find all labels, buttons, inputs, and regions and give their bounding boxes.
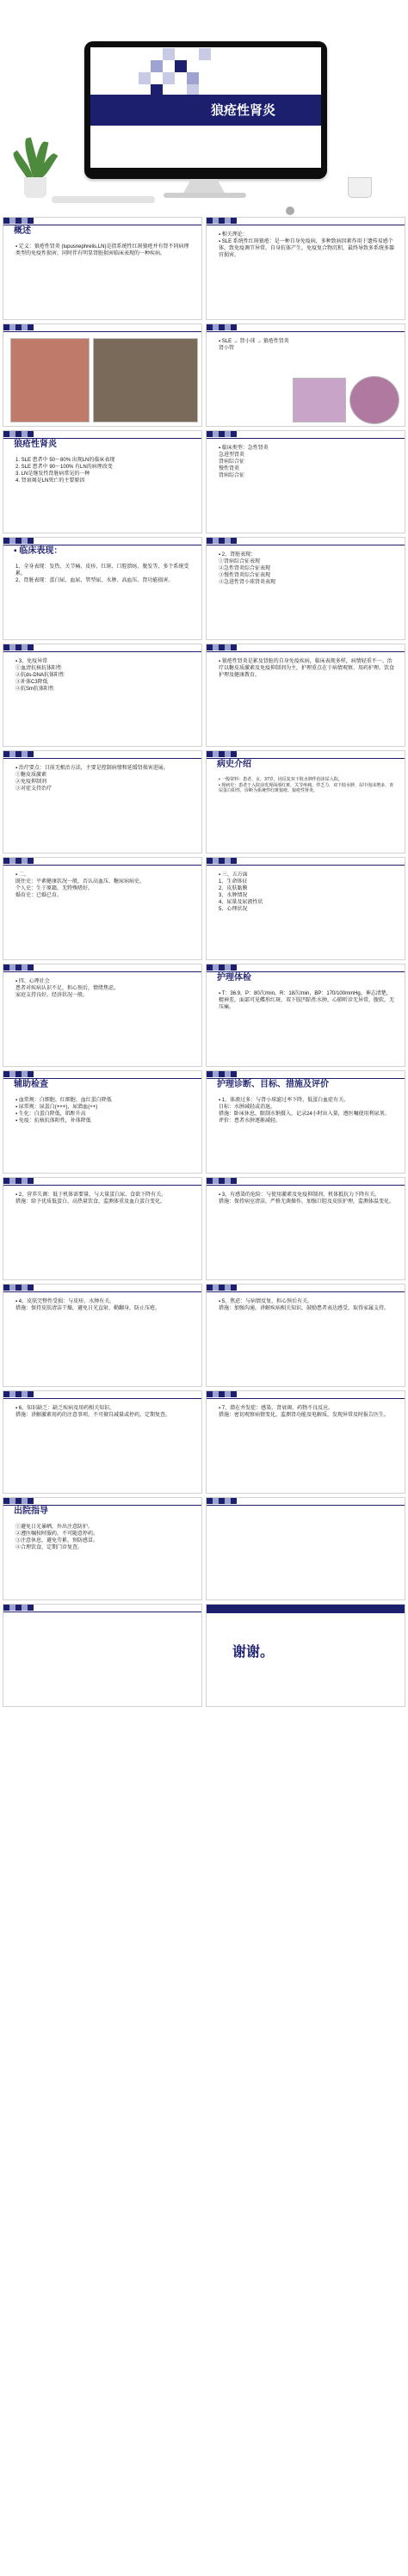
slide-row (0, 1070, 408, 1177)
slide-title: ▪ 临床表现： (14, 546, 63, 556)
slide-divider (3, 1078, 201, 1079)
slide-header-decoration (3, 218, 201, 224)
slide-divider (207, 331, 405, 332)
slide-header-decoration (207, 218, 405, 224)
plant-pot (24, 177, 46, 198)
slide-row (0, 430, 408, 537)
slide-row (0, 537, 408, 644)
slide-header-decoration (3, 324, 201, 330)
slide-divider (3, 331, 201, 332)
slide-2 (206, 217, 405, 320)
slide-body: ▪ 1、体液过多：与肾小球滤过率下降、低蛋白血症有关。 目标：水肿减轻或消退。 措施：卧床休息，限制水钠摄入，记录24小时出入量，遵医嘱使用利尿剂。 评价：患者水肿逐渐减轻。 (219, 1098, 390, 1124)
slide-row (0, 750, 408, 857)
slide-divider (207, 1185, 405, 1186)
slide-3 (3, 324, 202, 427)
slide-divider (3, 971, 201, 972)
slide-body: ▪ 定义：狼疮性肾炎 (lupusnephrelis,LN)是指系统性红斑狼疮并有肾不同病理类型的免疫性损害，同时伴有明显肾脏损害临床表现的一种疾病。 (15, 244, 189, 256)
slide-divider (3, 865, 201, 866)
kidney-tissue-image (293, 378, 346, 422)
slide-header-decoration (207, 431, 405, 437)
slide-divider (207, 438, 405, 439)
thanks-text: 谢谢。 (232, 1645, 275, 1660)
slide-title: 护理诊断、目标、措施及评价 (217, 1080, 329, 1089)
slide-body: ▪ 三、五方面 1、生命体征 2、皮肤黏膜 3、水肿情况 4、尿量及尿液性状 5、心理状况 (219, 872, 263, 912)
slide-row (0, 964, 408, 1070)
slide-16 (206, 964, 405, 1067)
slide-19 (3, 1177, 202, 1280)
slide-divider (3, 1185, 201, 1186)
slide-12 (206, 750, 405, 854)
slide-15 (3, 964, 202, 1067)
slide-divider (207, 865, 405, 866)
slide-title: 病史介绍 (217, 760, 251, 769)
slide-header-decoration (207, 644, 405, 650)
slide-divider (3, 438, 201, 439)
slide-body: ▪ 治疗要点：目前无根治方法，主要是控制病情和延缓肾损害进展。 ①糖皮质激素 ②免疫抑制剂 ③对症支持治疗 (15, 766, 169, 792)
slide-28 (206, 1604, 405, 1707)
slide-body: ▪ 5、焦虑：与病情反复、担心预后有关。 措施：加强沟通，讲解疾病相关知识，鼓励患者表达感受，取得家属支持。 (219, 1299, 390, 1311)
slide-header-decoration (3, 1605, 201, 1611)
slide-body: ▪ 临床类型：急性肾炎 急进型肾炎 肾病综合征 慢性肾炎 肾病综合征 (219, 446, 269, 478)
slide-row (0, 1284, 408, 1390)
slide-header-decoration (207, 1391, 405, 1397)
slide-6 (206, 430, 405, 533)
slide-body: ▪ SLE → 肾小球 → 狼疮性肾炎 肾小管 (219, 339, 289, 351)
slide-divider (207, 758, 405, 759)
slide-21 (3, 1284, 202, 1387)
slide-divider (207, 1291, 405, 1292)
slide-header-decoration (207, 751, 405, 757)
slide-body: ▪ 血常规：白细胞、红细胞、血红蛋白降低 ▪ 尿常规：尿蛋白(+++)，尿潜血(++) ▪ 生化：白蛋白降低，肌酐升高 ▪ 免疫：抗核抗体阳性，补体降低 (15, 1098, 112, 1124)
slide-20 (206, 1177, 405, 1280)
slide-title: 护理体检 (217, 973, 251, 983)
slide-row (0, 1604, 408, 1710)
slide-header-decoration (207, 1071, 405, 1077)
slide-header-decoration (3, 644, 201, 650)
slide-body: ▪ 7、潜在并发症：感染、肾衰竭、药物不良反应。 措施：密切观察病情变化，监测肾功能及电解质，发现异常及时报告医生。 (219, 1406, 390, 1418)
onion-image (349, 376, 399, 424)
face-photo (10, 338, 90, 422)
cup-decoration (348, 177, 372, 198)
skin-photo (93, 338, 198, 422)
slide-body: 1、全身表现：发热、关节痛、皮疹、红斑、口腔溃疡、脱发等，多个系统受累。 2、肾脏表现：蛋白尿、血尿、管型尿、水肿、高血压、肾功能损害。 (15, 564, 189, 583)
slide-header-decoration (3, 1285, 201, 1291)
slide-header-decoration (207, 1178, 405, 1184)
slide-body: ▪ 一般资料：患者，女，37岁，因反复双下肢水肿伴泡沫尿入院。 ▪ 现病史：患者于入院前发现面部红斑，关节疼痛，伴乏力，双下肢水肿，尿中泡沫增多，查尿蛋白阳性，诊断为系统性红斑狼疮、狼疮性肾炎。 (219, 777, 394, 793)
slide-row (0, 644, 408, 750)
slide-row (0, 1497, 408, 1604)
slide-divider (207, 1078, 405, 1079)
slide-body: 1. SLE 患者中 50～80% 出现LN的临床表现 2. SLE 患者中 90～100% 有LN的病理改变 3. LN是继发性肾脏病常见的一种 4. 肾衰竭是LN死亡的主要原因 (15, 458, 115, 484)
slide-17 (3, 1070, 202, 1174)
slide-divider (3, 1291, 201, 1292)
monitor-screen (90, 47, 321, 168)
monitor-base (164, 193, 246, 198)
slide-header-decoration (3, 858, 201, 864)
slide-body: ▪ 四、心理社会 患者对疾病认识不足，担心预后，情绪焦虑。 家庭支持良好，经济状况一般。 (15, 979, 120, 998)
apple-logo-icon (286, 206, 294, 215)
slide-title: 概述 (14, 226, 31, 236)
slide-8 (206, 537, 405, 640)
slide-10 (206, 644, 405, 747)
slide-body: ▪ 4、皮肤完整性受损：与皮疹、水肿有关。 措施：保持皮肤清洁干燥，避免日光直射，勤翻身，防止压疮。 (15, 1299, 161, 1311)
hero-banner (0, 0, 408, 215)
slide-divider (3, 758, 201, 759)
slide-24 (206, 1390, 405, 1494)
slide-header-decoration (3, 538, 201, 544)
slide-divider (207, 651, 405, 652)
presentation-title: 狼疮性肾炎 (211, 103, 276, 118)
slide-5 (3, 430, 202, 533)
slide-divider (207, 1398, 405, 1399)
slide-header-decoration (207, 1498, 405, 1504)
slide-body: ▪ 3、有感染的危险：与使用激素及免疫抑制剂、机体抵抗力下降有关。 措施：保持病室清洁，严格无菌操作，加强口腔及皮肤护理，监测体温变化。 (219, 1192, 395, 1205)
slide-14 (206, 857, 405, 960)
slide-row (0, 217, 408, 324)
slide-23 (3, 1390, 202, 1494)
slide-title: 出院指导 (14, 1507, 48, 1516)
slide-body: ▪ 狼疮性肾炎是累及肾脏的自身免疫疾病，临床表现多样，病情轻重不一。治疗以糖皮质激素及免疫抑制剂为主，护理重点在于病情观察、用药护理、饮食护理及健康教育。 (219, 659, 395, 678)
slide-7 (3, 537, 202, 640)
slide-26 (206, 1497, 405, 1600)
slide-header-decoration (207, 1285, 405, 1291)
slide-top-bar (207, 1605, 405, 1613)
slide-header-decoration (3, 964, 201, 971)
slide-body: ▪ 相关理论： ▪ SLE 系统性红斑狼疮：是一种自身免疫病，多种致病因素作用于遗传易感个体，致免疫调节异常，自身抗体产生，免疫复合物沉积，最终导致多系统多器官损害。 (219, 232, 395, 258)
slide-22 (206, 1284, 405, 1387)
slide-row (0, 1177, 408, 1284)
slide-body: ▪ 3、免疫异常 ①血清抗核抗体阳性 ②抗ds-DNA抗体阳性 ③补体C3降低 ④抗Sm抗体阳性 (15, 659, 65, 692)
slide-header-decoration (3, 1391, 201, 1397)
slide-header-decoration (3, 1178, 201, 1184)
slide-4 (206, 324, 405, 427)
slide-row (0, 857, 408, 964)
slide-row (0, 324, 408, 430)
slide-row (0, 1390, 408, 1497)
slide-header-decoration (3, 1498, 201, 1504)
keyboard (52, 196, 155, 203)
title-bar (90, 95, 321, 126)
slide-body: ▪ 二、 既往史：平素健康状况一般，否认高血压、糖尿病病史。 个人史：生于原籍，无特殊嗜好。 婚育史：已婚已育。 (15, 872, 145, 898)
slide-divider (207, 1505, 405, 1506)
slide-body: ▪ 2、营养失调：低于机体需要量，与大量蛋白尿、食欲下降有关。 措施：给予优质低蛋白、高热量饮食，监测体重及血白蛋白变化。 (15, 1192, 167, 1205)
slide-18 (206, 1070, 405, 1174)
slide-header-decoration (207, 858, 405, 864)
slide-header-decoration (207, 538, 405, 544)
slide-divider (3, 1505, 201, 1506)
slide-body: ▪ T：36.9，P：80次/min，R：18次/min，BP：170/100mmHg。神志清楚，精神差，面部可见蝶形红斑，双下肢凹陷性水肿，心肺听诊无异常，腹软，无压痛。 (219, 991, 395, 1010)
slide-divider (3, 1398, 201, 1399)
slide-header-decoration (3, 1071, 201, 1077)
slide-9 (3, 644, 202, 747)
slide-divider (207, 971, 405, 972)
slide-25 (3, 1497, 202, 1600)
slide-body: ▪ 2、肾脏表现： ①肾病综合征表现 ②急性肾炎综合征表现 ③慢性肾炎综合征表现 ④急进性肾小球肾炎表现 (219, 552, 276, 585)
slide-11 (3, 750, 202, 854)
monitor-frame (84, 41, 327, 179)
slide-body: ①避免日光暴晒，外出注意防护。 ②遵医嘱按时服药，不可随意停药。 ③注意休息，避免劳累，预防感冒。 ④合理饮食，定期门诊复查。 (15, 1525, 99, 1550)
slide-header-decoration (207, 324, 405, 330)
slide-header-decoration (3, 751, 201, 757)
slide-divider (3, 651, 201, 652)
slide-header-decoration (3, 431, 201, 437)
slide-27 (3, 1604, 202, 1707)
slide-body: ▪ 6、知识缺乏：缺乏疾病及用药相关知识。 措施：讲解激素用药的注意事项，不可擅自减量或停药，定期复查。 (15, 1406, 171, 1418)
slide-title: 狼疮性肾炎 (14, 440, 57, 449)
slide-header-decoration (207, 964, 405, 971)
slide-1 (3, 217, 202, 320)
slide-13 (3, 857, 202, 960)
slide-title: 辅助检查 (14, 1080, 48, 1089)
